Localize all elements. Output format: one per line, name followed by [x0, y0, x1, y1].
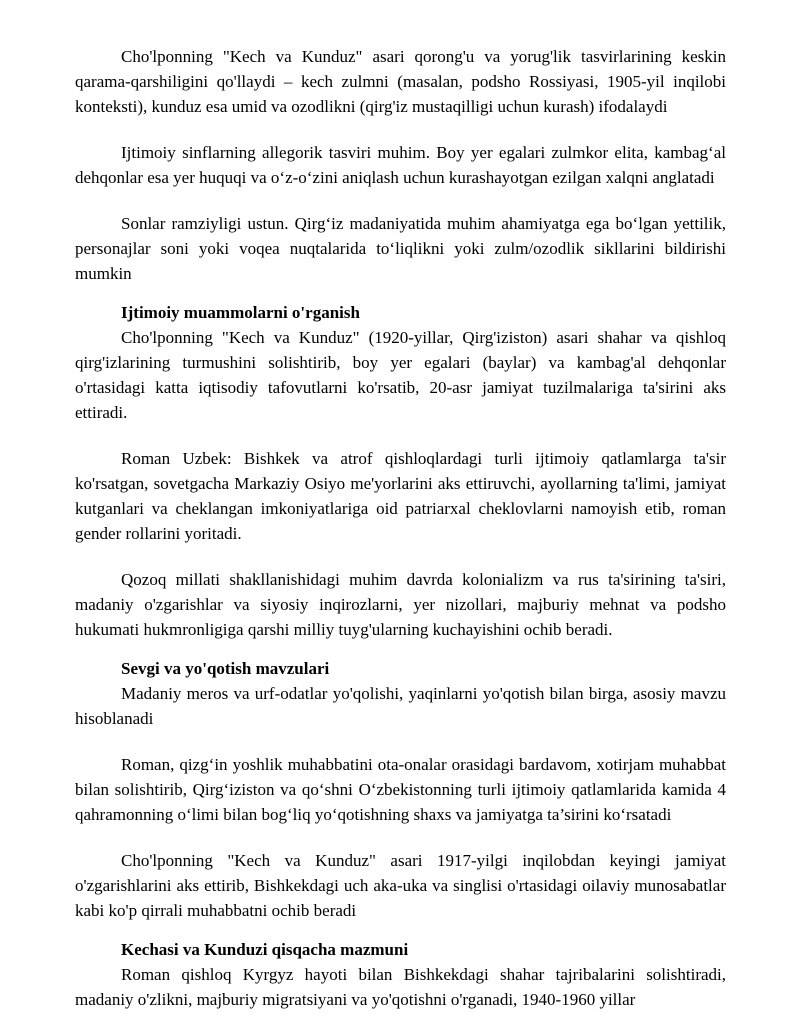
intro-paragraph-2: Ijtimoiy sinflarning allegorik tasviri muhim. Boy yer egalari zulmkor elita, kambag‘al dehqonlar esa yer huquqi va o‘z-o‘zini aniqlash uchun kurashayotgan ezilgan xalqni anglatadi [75, 143, 726, 187]
love-paragraph-2: Roman, qizg‘in yoshlik muhabbatini ota-onalar orasidagi bardavom, xotirjam muhabbat bilan solishtirib, Qirg‘iziston va qo‘shni O‘zbekistonning turli ijtimoiy qatlamlarida kamida 4 qahramonning o‘limi bilan bog‘liq yo‘qotishning shaxs va jamiyatga ta’sirini ko‘rsatadi [75, 755, 726, 824]
section-heading-love-loss: Sevgi va yo'qotish mavzulari [121, 659, 330, 678]
document-page [75, 44, 726, 1033]
intro-paragraph-1: Cho'lponning "Kech va Kunduz" asari qorong'u va yorug'lik tasvirlarining keskin qarama-qarshiligini qo'llaydi – kech zulmni (masalan, podsho Rossiyasi, 1905-yil inqilobi konteksti), kunduz esa umid va ozodlikni (qirg'iz mustaqilligi uchun kurash) ifodalaydi [75, 47, 726, 116]
intro-paragraph-3: Sonlar ramziyligi ustun. Qirg‘iz madaniyatida muhim ahamiyatga ega bo‘lgan yettilik, personajlar soni yoki voqea nuqtalarida to‘liqlikni yoki zulm/ozodlik sikllarini bildirishi mumkin [75, 214, 726, 283]
love-paragraph-3: Cho'lponning "Kech va Kunduz" asari 1917-yilgi inqilobdan keyingi jamiyat o'zgarishlarini aks ettirib, Bishkekdagi uch aka-uka va singlisi o'rtasidagi oilaviy munosabatlar kabi ko'p qirrali muhabbatni ochib beradi [75, 851, 726, 920]
summary-paragraph-1: Roman qishloq Kyrgyz hayoti bilan Bishkekdagi shahar tajribalarini solishtiradi, madaniy o'zlikni, majburiy migratsiyani va yo'qotishni o'rganadi, 1940-1960 yillar [75, 965, 726, 1009]
section-heading-social-issues: Ijtimoiy muammolarni o'rganish [121, 303, 360, 322]
social-paragraph-3: Qozoq millati shakllanishidagi muhim davrda kolonializm va rus ta'sirining ta'siri, madaniy o'zgarishlar va siyosiy inqirozlarni, yer nizollari, majburiy mehnat va podsho hukumati hukmronligiga qarshi milliy tuyg'ularning kuchayishini ochib beradi. [75, 570, 726, 639]
social-paragraph-1: Cho'lponning "Kech va Kunduz" (1920-yillar, Qirg'iziston) asari shahar va qishloq qirg'izlarining turmushini solishtirib, boy yer egalari (baylar) va kambag'al dehqonlar o'rtasidagi katta iqtisodiy tafovutlarni ko'rsatib, 20-asr jamiyat tuzilmalariga ta'sirini aks ettiradi. [75, 328, 726, 422]
section-heading-summary: Kechasi va Kunduzi qisqacha mazmuni [121, 940, 409, 959]
love-paragraph-1: Madaniy meros va urf-odatlar yo'qolishi, yaqinlarni yo'qotish bilan birga, asosiy mavzu hisoblanadi [75, 684, 726, 728]
social-paragraph-2: Roman Uzbek: Bishkek va atrof qishloqlardagi turli ijtimoiy qatlamlarga ta'sir ko'rsatgan, sovetgacha Markaziy Osiyo me'yorlarini aks ettiruvchi, ayollarning ta'limi, jamiyat kutganlari va cheklangan imkoniyatlariga oid patriarxal cheklovlarni namoyish etib, roman gender rollarini yoritadi. [75, 449, 726, 543]
